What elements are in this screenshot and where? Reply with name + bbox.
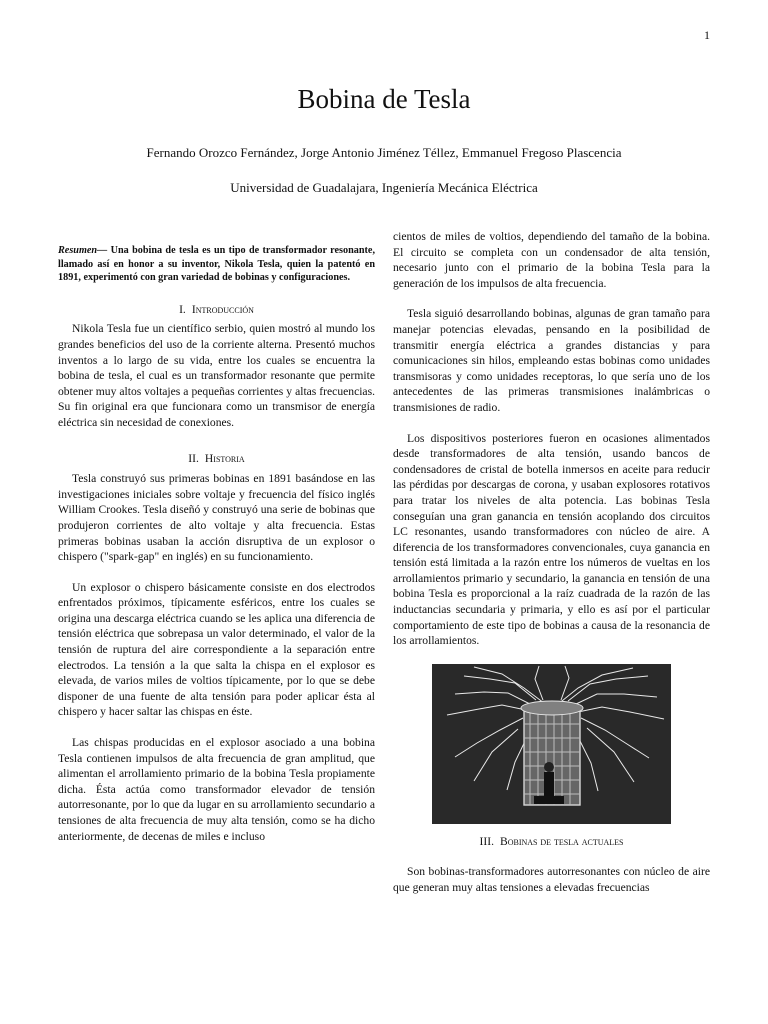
section-heading-bobinas-actuales (393, 834, 710, 850)
section-title: Historia (204, 451, 245, 465)
section-heading-introduccion (58, 302, 375, 318)
affiliation: Universidad de Guadalajara, Ingeniería Mecánica Eléctrica (230, 180, 538, 195)
abstract-text: Una bobina de tesla es un tipo de transformador resonante, llamado así en honor a su inventor, Nikola Tesla, quien la patentó en 1891, experimentó con gran variedad de bobinas y configuraciones. (58, 245, 375, 284)
paragraph: Un explosor o chispero básicamente consiste en dos electrodos enfrentados próximos, típicamente esféricos, entre los cuales se origina una descarga eléctrica cuando se les aplica una diferencia de tensión eléctrica que sobrepasa un valor determinado, el valor de la tensión de ruptura del aire correspondiente a la separación entre electrodos. La tensión a la que salta la chispa en el explosor es elevada, de varios miles de voltios típicamente, por lo que se debe disponer de una fuente de alta tensión para poder aplicar ésta al chispero y hacer saltar las chispas en éste. (58, 580, 375, 719)
paper-title: Bobina de Tesla (297, 84, 471, 114)
author-list: Fernando Orozco Fernández, Jorge Antonio Jiménez Téllez, Emmanuel Fregoso Plascencia (146, 145, 622, 160)
page-number: 1 (704, 28, 710, 42)
left-column (58, 244, 375, 844)
paragraph: cientos de miles de voltios, dependiendo del tamaño de la bobina. El circuito se completa con un condensador de alta tensión, necesario junto con el primario de la bobina Tesla para la generación de los impulsos de alta frecuencia. (393, 230, 710, 290)
section-number: III. (479, 834, 494, 848)
section-heading-historia (58, 451, 375, 467)
abstract-lead: Resumen— (58, 245, 108, 256)
section-number: II. (188, 451, 199, 465)
section-number: I. (179, 302, 186, 316)
paragraph: Las chispas producidas en el explosor asociado a una bobina Tesla contienen impulsos de alta frecuencia de gran amplitud, que alimentan el arrollamiento primario de la bobina Tesla propiamente dicha. Ésta actúa como transformador elevador de tensión autorresonante, por lo que da lugar en su arrollamiento secundario a tensiones de alta frecuencia de muy alta tensión, como se ha dicho anteriormente, de decenas de miles e incluso (58, 736, 375, 843)
right-column (393, 229, 710, 896)
paragraph: Son bobinas-transformadores autorresonantes con núcleo de aire que generan muy altas tensiones a elevadas frecuencias (393, 865, 710, 895)
paragraph: Los dispositivos posteriores fueron en ocasiones alimentados desde transformadores de alta tensión, usando bancos de condensadores de cristal de botella inmersos en aceite para reducir las pérdidas por descargas de corona, y usaban explosores rotativos para tratar los niveles de alta potencia. Las bobinas Tesla conseguían una gran ganancia en tensión acoplando dos circuitos LC resonantes, usando transformadores con núcleo de aire. A diferencia de los transformadores convencionales, cuya ganancia en tensión está limitada a la razón entre los números de vueltas en los arrollamientos primario y secundario, la ganancia en tensión de una bobina Tesla es proporcional a la raíz cuadrada de la razón de las inductancias secundaria y primaria, y ello es así por el particular comportamiento de este tipo de bobinas a causa de la resonancia de los arrollamientos. (393, 431, 710, 648)
paragraph: Tesla construyó sus primeras bobinas en 1891 basándose en las investigaciones iniciales sobre voltaje y frecuencia del físico inglés William Crookes. Tesla diseñó y construyó una serie de bobinas que produjeron corrientes de alto voltaje y alta frecuencia. Estas primeras bobinas usaban la acción disruptiva de un explosor o chispero ("spark-gap" en inglés) en su funcionamiento. (58, 472, 375, 564)
section-title: Introducción (191, 302, 254, 316)
abstract (58, 244, 375, 285)
paragraph: Tesla siguió desarrollando bobinas, algunas de gran tamaño para manejar potencias elevadas, pensando en la posibilidad de transmitir energía eléctrica a grandes distancias y para comunicaciones sin hilos, empleando estas bobinas como unidades transmisoras y como unidades receptoras, lo que sería uno de los antecedentes de las primeras transmisiones inalámbricas o transmisiones de radio. (393, 307, 710, 414)
paragraph: Nikola Tesla fue un científico serbio, quien mostró al mundo los grandes beneficios del uso de la corriente alterna. Presentó muchos inventos a lo largo de su vida, entre los cuales se encuentra la bobina de tesla, el cual es un transformador resonante que permite obtener muy altos voltajes a pequeñas corrientes y altas frecuencias. Su fin original era que funcionara como un transmisor de energía eléctrica sin necesidad de conexiones. (58, 322, 375, 429)
tesla-coil-photo-icon (432, 664, 671, 824)
section-title: Bobinas de tesla actuales (499, 834, 624, 848)
